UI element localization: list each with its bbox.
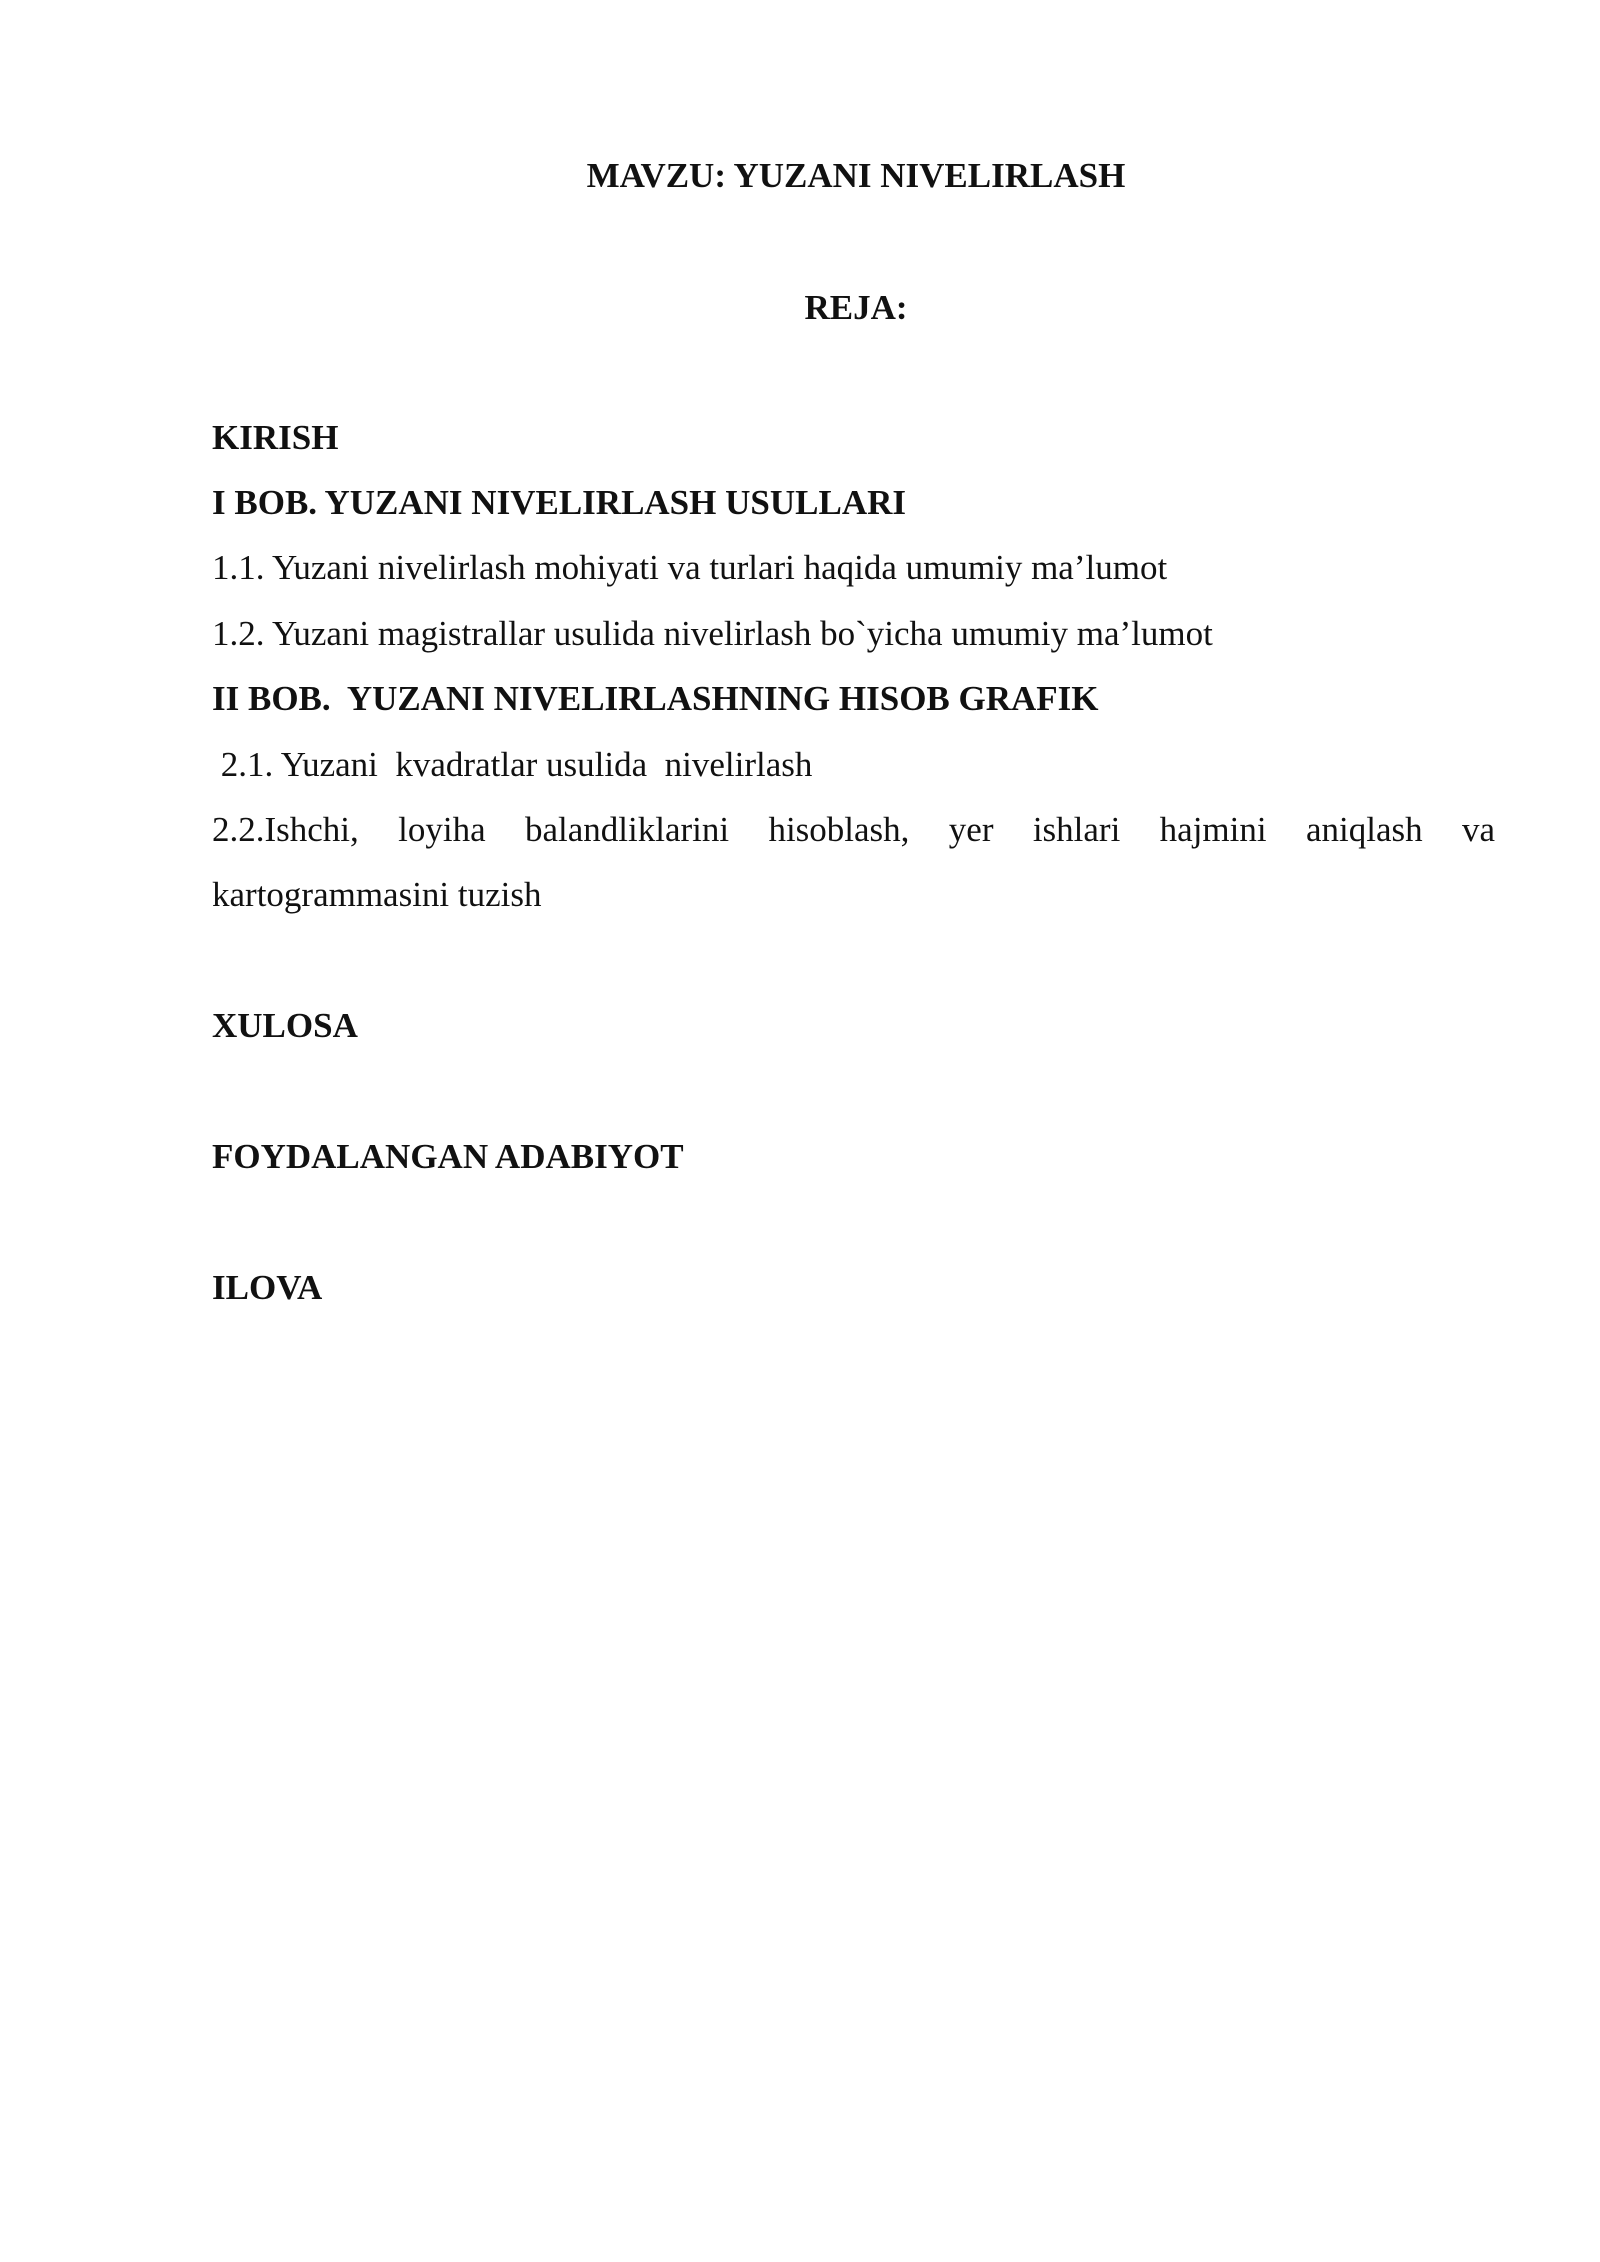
plan-item-section-2-2-continued: kartogrammasini tuzish xyxy=(212,875,542,914)
plan-item-section-1-2: 1.2. Yuzani magistrallar usulida nivelirlash bo`yicha umumiy ma’lumot xyxy=(212,614,1213,653)
plan-item-introduction: KIRISH xyxy=(212,418,339,457)
plan-item-conclusion: XULOSA xyxy=(212,1006,358,1045)
plan-item-chapter-1: I BOB. YUZANI NIVELIRLASH USULLARI xyxy=(212,483,907,522)
document-title: MAVZU: YUZANI NIVELIRLASH xyxy=(586,156,1126,195)
plan-item-chapter-2: II BOB. YUZANI NIVELIRLASHNING HISOB GRAFIK xyxy=(212,679,1099,718)
plan-item-references: FOYDALANGAN ADABIYOT xyxy=(212,1137,684,1176)
plan-item-section-1-1: 1.1. Yuzani nivelirlash mohiyati va turlari haqida umumiy ma’lumot xyxy=(212,548,1168,587)
plan-item-appendix: ILOVA xyxy=(212,1268,323,1307)
plan-item-section-2-2: 2.2.Ishchi, loyiha balandliklarini hisoblash, yer ishlari hajmini aniqlash va xyxy=(212,810,1495,849)
plan-heading: REJA: xyxy=(804,288,908,327)
plan-item-section-2-1: 2.1. Yuzani kvadratlar usulida nivelirlash xyxy=(212,745,813,784)
